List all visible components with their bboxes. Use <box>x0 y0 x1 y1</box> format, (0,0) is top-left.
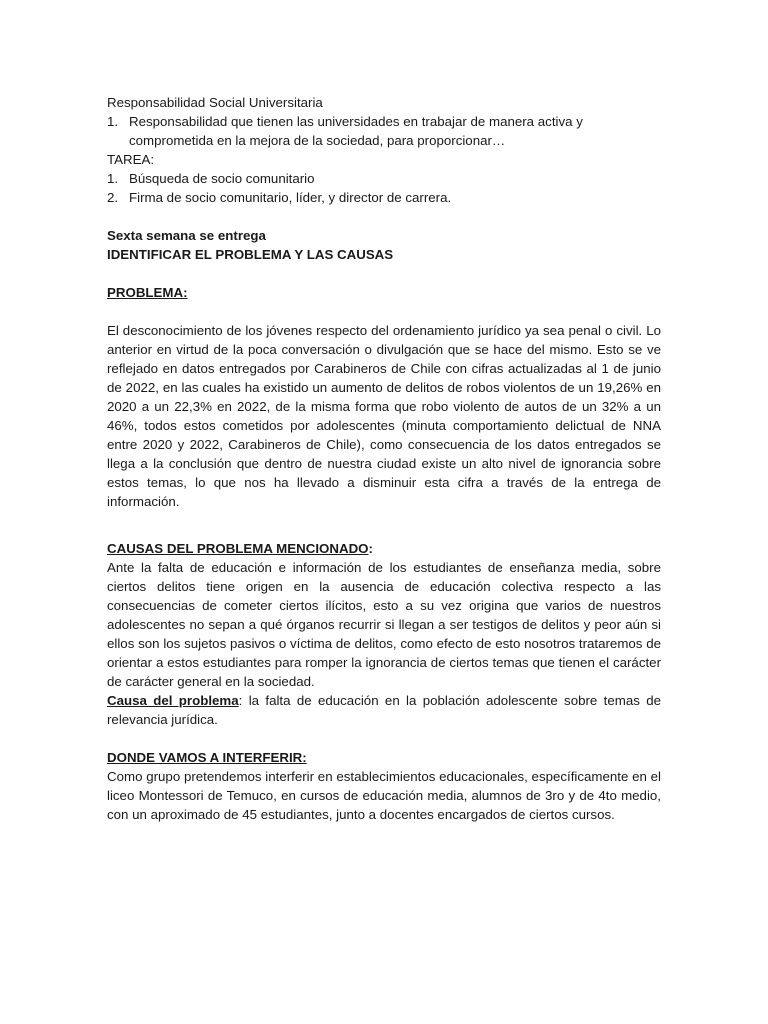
list-number: 1. <box>107 171 119 186</box>
document-page <box>107 93 661 824</box>
donde-body: Como grupo pretendemos interferir en establecimientos educacionales, específicamente en el liceo Montessori de Temuco, en cursos de educación media, alumnos de 3ro y de 4to medio, con un aproximado de 45 estudiantes, junto a docentes encargados de ciertos cursos. <box>107 769 661 822</box>
list-item-text: Búsqueda de socio comunitario <box>129 171 315 186</box>
cause-text: : la falta de educación en la población adolescente sobre temas de relevancia jurídica. <box>107 693 661 727</box>
causas-heading-line <box>107 539 661 558</box>
causas-heading-colon: : <box>368 541 373 556</box>
donde-heading: DONDE VAMOS A INTERFERIR: <box>107 750 307 765</box>
cause-statement <box>107 691 661 729</box>
section-title: IDENTIFICAR EL PROBLEMA Y LAS CAUSAS <box>107 247 394 262</box>
causas-heading: CAUSAS DEL PROBLEMA MENCIONADO <box>107 541 369 556</box>
spacer <box>107 511 661 539</box>
spacer <box>107 729 661 748</box>
list-item <box>107 112 661 150</box>
list-number: 2. <box>107 190 119 205</box>
cause-label: Causa del problema <box>107 693 239 708</box>
deadline-line: Sexta semana se entrega <box>107 228 266 243</box>
intro-title: Responsabilidad Social Universitaria <box>107 95 323 110</box>
tarea-list <box>107 169 661 207</box>
problema-body: El desconocimiento de los jóvenes respecto del ordenamiento jurídico ya sea penal o civil. Lo anterior en virtud de la poca conversación o divulgación que se hace del mismo. Esto se ve reflejado en datos entregados por Carabineros de Chile con cifras actualizadas al 1 de junio de 2022, en las cuales ha existido un aumento de delitos de robos violentos de un 19,26% en 2020 a un 22,3% en 2022, de la misma forma que robo violento de autos de un 32% a un 46%, todos estos cometidos por adolescentes (minuta comportamiento delictual de NNA entre 2020 y 2022, Carabineros de Chile), como consecuencia de los datos entregados se llega a la conclusión que dentro de nuestra ciudad existe un alto nivel de ignorancia sobre estos temas, lo que nos ha llevado a disminuir esta cifra a través de la entrega de información. <box>107 323 661 509</box>
list-number: 1. <box>107 114 119 129</box>
list-item <box>107 188 661 207</box>
intro-list <box>107 112 661 150</box>
list-item-text: Responsabilidad que tienen las universidades en trabajar de manera activa y comprometida en la mejora de la sociedad, para proporcionar… <box>129 114 583 148</box>
spacer <box>107 207 661 226</box>
spacer <box>107 302 661 321</box>
problema-heading: PROBLEMA: <box>107 285 188 300</box>
list-item-text: Firma de socio comunitario, líder, y director de carrera. <box>129 190 452 205</box>
tarea-label: TAREA: <box>107 152 155 167</box>
spacer <box>107 264 661 283</box>
causas-body: Ante la falta de educación e información de los estudiantes de enseñanza media, sobre ciertos delitos tiene origen en la ausencia de educación colectiva respecto a las consecuencias de cometer ciertos ilícitos, esto a su vez origina que varios de nuestros adolescentes no sepan a qué órganos recurrir si llegan a ser testigos de delitos y peor aún si ellos son los sujetos pasivos o víctima de delitos, como efecto de esto nosotros trataremos de orientar a estos estudiantes para romper la ignorancia de ciertos temas que tienen el carácter de carácter general en la sociedad. <box>107 560 661 689</box>
list-item <box>107 169 661 188</box>
